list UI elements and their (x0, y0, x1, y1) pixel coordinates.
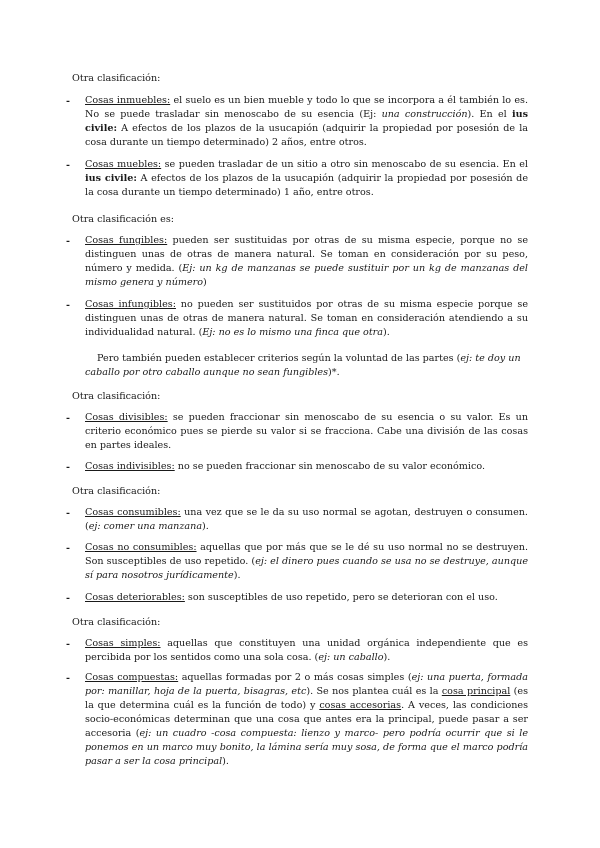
term-label: Cosas inmuebles: (85, 95, 171, 106)
term-label: Cosas no consumibles: (85, 542, 197, 553)
term-cosas-accesorias: cosas accesorias (319, 700, 402, 711)
section-heading: Otra clasificación: (72, 617, 161, 628)
term-cosa-principal: cosa principal (441, 686, 511, 697)
bullet-dash: - (66, 639, 70, 650)
bullet-dash: - (66, 413, 70, 424)
bullet-dash: - (66, 673, 70, 684)
term-label: Cosas infungibles: (85, 299, 176, 310)
list-item-cosas-fungibles: Cosas fungibles: pueden ser sustituidas por otras de su misma especie, porque no se distinguen unas de otras de manera natural. Se toman en consideración por su peso, número y medida. (Ej: un kg de manzanas se puede sustituir por un kg de manzanas del mismo genera y número) (85, 235, 529, 288)
bullet-dash: - (66, 593, 70, 604)
bullet-dash: - (66, 543, 70, 554)
bullet-dash: - (66, 300, 70, 311)
section-heading: Otra clasificación es: (72, 214, 174, 225)
bullet-dash: - (66, 236, 70, 247)
section-heading: Otra clasificación: (72, 486, 161, 497)
list-item-cosas-muebles: Cosas muebles: se pueden trasladar de un sitio a otro sin menoscabo de su esencia. En el ius civile: A efectos de los plazos de la usucapión (adquirir la propiedad por posesión de la cosa durante un tiempo determinado) 1 año, entre otros. (85, 159, 529, 198)
list-item-cosas-inmuebles: Cosas inmuebles: el suelo es un bien mueble y todo lo que se incorpora a él también lo es. No se puede trasladar sin menoscabo de su esencia (Ej: una construcción). En el ius civile: A efectos de los plazos de la usucapión (adquirir la propiedad por posesión de la cosa durante un tiempo determinado) 2 años, entre otros. (85, 95, 528, 148)
section-heading: Otra clasificación: (72, 73, 161, 84)
term-label: Cosas simples: (85, 638, 161, 649)
term-label: Cosas deteriorables: (85, 592, 185, 603)
paragraph-voluntad-partes: Pero también pueden establecer criterios según la voluntad de las partes (ej: te doy un caballo por otro caballo aunque no sean fungibles)*. (85, 353, 521, 378)
term-label: Cosas compuestas: (85, 672, 179, 683)
term-label: Cosas fungibles: (85, 235, 168, 246)
list-item-cosas-no-consumibles: Cosas no consumibles: aquellas que por más que se le dé su uso normal no se destruyen. Son susceptibles de uso repetido. (ej: el dinero pues cuando se usa no se destruye, aunque sí para nosotros jurídicamente). (85, 542, 528, 581)
list-item-cosas-divisibles: Cosas divisibles: se pueden fraccionar sin menoscabo de su esencia o su valor. Es un criterio económico pues se pierde su valor si se fracciona. Cabe una división de las cosas en partes ideales. (85, 412, 529, 451)
list-item-cosas-consumibles: Cosas consumibles: una vez que se le da su uso normal se agotan, destruyen o consumen. (ej: comer una manzana). (85, 507, 528, 532)
term-label: Cosas muebles: (85, 159, 162, 170)
list-item-cosas-compuestas: Cosas compuestas: aquellas formadas por 2 o más cosas simples (ej: una puerta, formada por: manillar, hoja de la puerta, bisagras, etc). Se nos plantea cuál es la cosa principal (es la que determina cuál es la función de todo) y cosas accesorias. A veces, las condiciones socio-económicas determinan que una cosa que antes era la principal, puede pasar a ser accesoria (ej: un cuadro -cosa compuesta: lienzo y marco- pero podría ocurrir que si le ponemos en un marco muy bonito, la lámina sería muy sosa, de forma que el marco podría pasar a ser la cosa principal). (85, 672, 529, 767)
list-item-cosas-indivisibles: Cosas indivisibles: no se pueden fraccionar sin menoscabo de su valor económico. (85, 461, 485, 472)
list-item-cosas-deteriorables: Cosas deteriorables: son susceptibles de uso repetido, pero se deterioran con el uso. (85, 592, 498, 603)
bullet-dash: - (66, 160, 70, 171)
list-item-cosas-simples: Cosas simples: aquellas que constituyen una unidad orgánica independiente que es percibida por los sentidos como una sola cosa. (ej: un caballo). (85, 638, 528, 663)
term-label: Cosas consumibles: (85, 507, 181, 518)
list-item-cosas-infungibles: Cosas infungibles: no pueden ser sustituidos por otras de su misma especie porque se distinguen unas de otras de manera natural. Se toman en consideración atendiendo a su individualidad natural. (Ej: no es lo mismo una finca que otra). (85, 299, 528, 338)
bullet-dash: - (66, 96, 70, 107)
bullet-dash: - (66, 462, 70, 473)
section-heading: Otra clasificación: (72, 391, 161, 402)
term-label: Cosas indivisibles: (85, 461, 175, 472)
term-label: Cosas divisibles: (85, 412, 168, 423)
bullet-dash: - (66, 508, 70, 519)
